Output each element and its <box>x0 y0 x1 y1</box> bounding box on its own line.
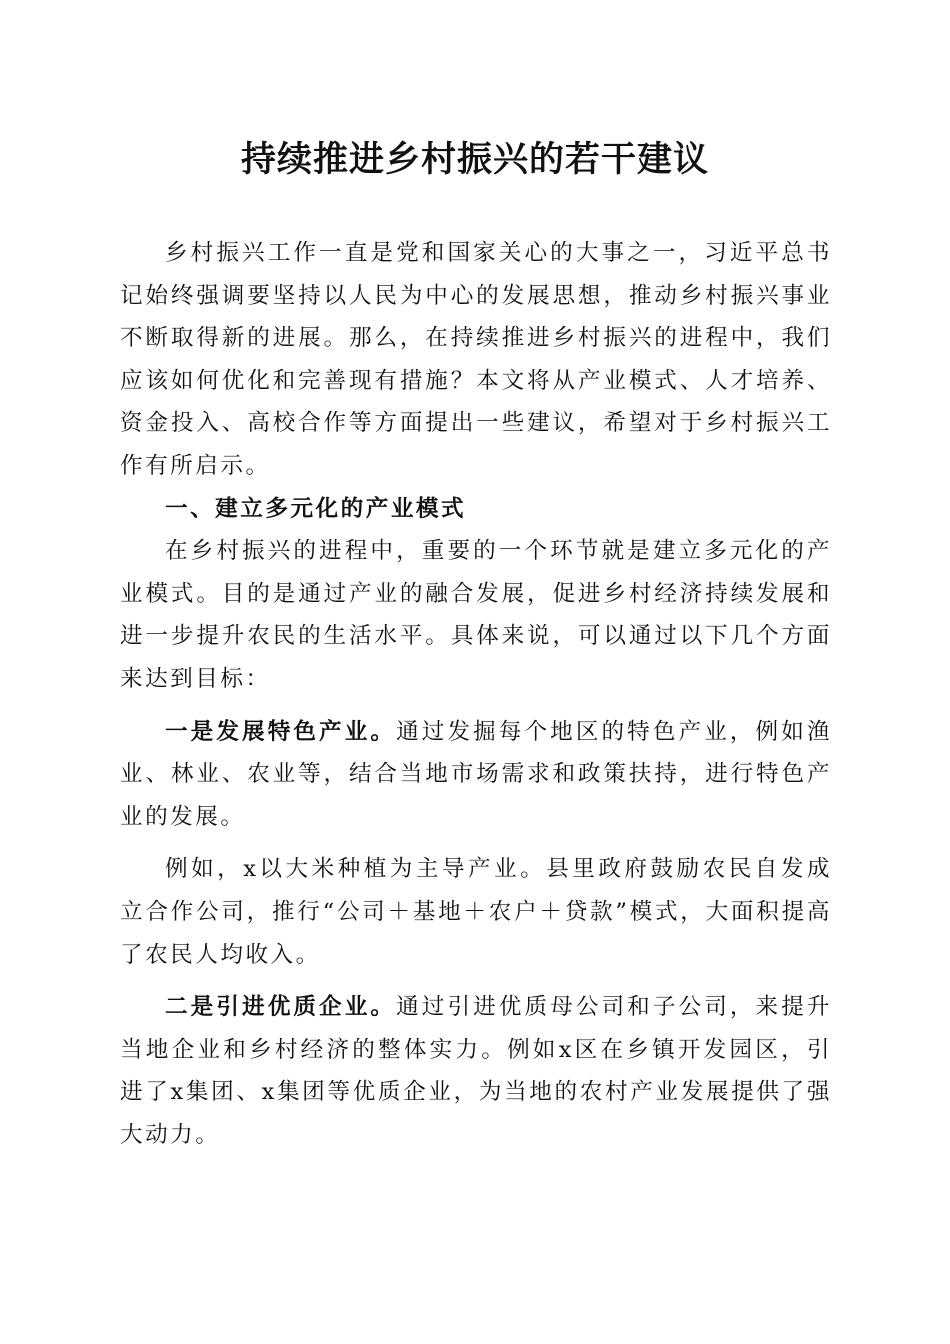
section-heading-1: 一、建立多元化的产业模式 <box>165 495 467 522</box>
point-paragraph-1 <box>120 711 832 839</box>
point-lead-2: 二是引进优质企业。 <box>165 994 397 1021</box>
point-lead-1: 一是发展特色产业。 <box>165 718 397 745</box>
point-text-1: 通过发掘每个地区的特色产业，例如渔业、林业、农业等，结合当地市场需求和政策扶持，进行特色产业的发展。 <box>120 718 833 830</box>
point-text-2: 通过引进优质母公司和子公司，来提升当地企业和乡村经济的整体实力。例如x区在乡镇开发园区，引进了x集团、x集团等优质企业，为当地的农村产业发展提供了强大动力。 <box>120 994 833 1148</box>
point-paragraph-2 <box>120 986 832 1156</box>
example-paragraph-1: 例如，x以大米种植为主导产业。县里政府鼓励农民自发成立合作公司，推行“公司＋基地＋农户＋贷款”模式，大面积提高了农民人均收入。 <box>120 856 832 968</box>
document-body <box>120 232 832 1156</box>
intro-paragraph: 乡村振兴工作一直是党和国家关心的大事之一，习近平总书记始终强调要坚持以人民为中心的发展思想，推动乡村振兴事业不断取得新的进展。那么，在持续推进乡村振兴的进程中，我们应该如何优化和完善现有措施？本文将从产业模式、人才培养、资金投入、高校合作等方面提出一些建议，希望对于乡村振兴工作有所启示。 <box>120 240 832 479</box>
document-title: 持续推进乡村振兴的若干建议 <box>240 139 709 180</box>
section1-paragraph: 在乡村振兴的进程中，重要的一个环节就是建立多元化的产业模式。目的是通过产业的融合发展，促进乡村经济持续发展和进一步提升农民的生活水平。具体来说，可以通过以下几个方面来达到目标： <box>120 538 832 692</box>
